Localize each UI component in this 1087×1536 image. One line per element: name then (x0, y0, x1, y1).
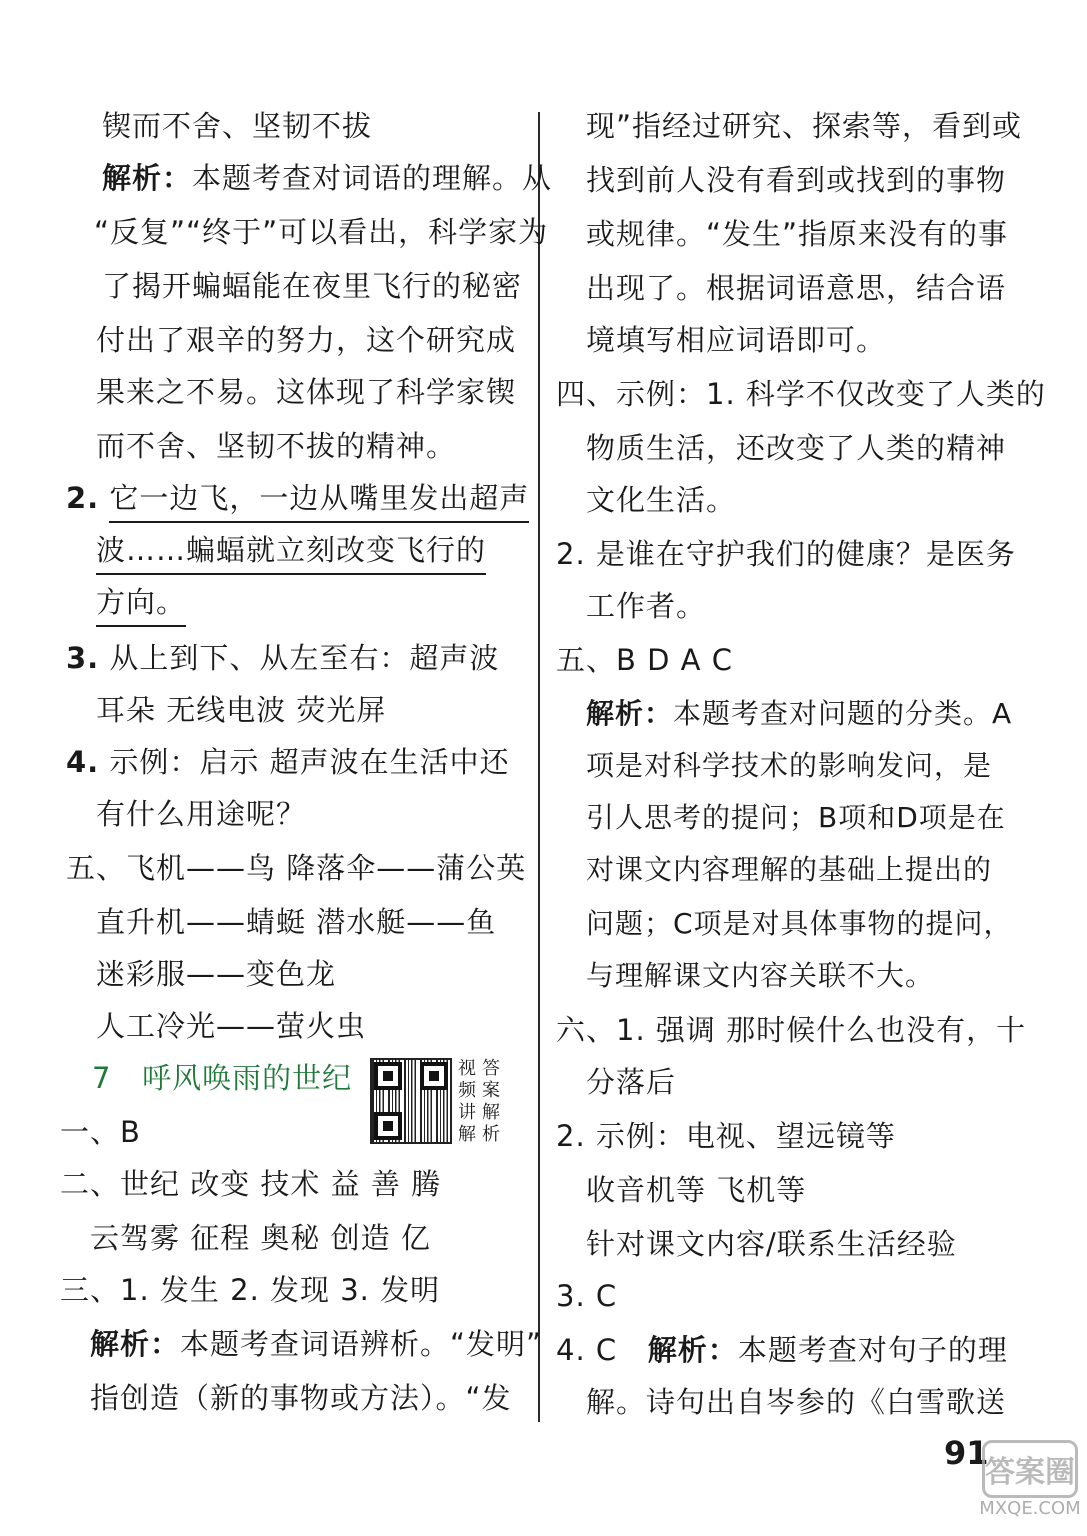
section-5-analysis-2: 项是对科学技术的影响发问，是 (586, 749, 993, 782)
analysis-label: 解析： (90, 1327, 181, 1361)
qr-finder (374, 1112, 402, 1140)
question-4-text: 示例：启示 超声波在生活中还 (109, 745, 510, 779)
section-5-line-2: 直升机——蜻蜓 潜水艇——鱼 (96, 905, 497, 939)
page-number: 91 (944, 1434, 989, 1472)
section-2-line-2: 云驾雾 征程 奥秘 创造 亿 (90, 1221, 431, 1255)
left-line-6: 果来之不易。这体现了科学家锲 (96, 375, 517, 409)
section-2-line-1: 二、世纪 改变 技术 益 善 腾 (60, 1167, 442, 1201)
section-4-line-2: 物质生活，还改变了人类的精神 (586, 431, 1007, 465)
section-6-line-1: 六、1. 强调 那时候什么也没有，十 (556, 1013, 1027, 1047)
question-4-line-2: 有什么用途呢？ (96, 797, 307, 831)
section-3-analysis (90, 1326, 542, 1362)
question-3-text: 从上到下、从左至右：超声波 (109, 641, 500, 675)
question-2 (66, 480, 529, 523)
question-2-line-2 (96, 532, 486, 575)
section-5-analysis (586, 696, 1012, 732)
section-5-analysis-5: 问题；C项是对具体事物的提问， (586, 907, 1013, 940)
lesson-title: 呼风唤雨的世纪 (142, 1061, 353, 1095)
section-6-q2: 2. 示例：电视、望远镜等 (556, 1119, 896, 1153)
analysis-text: 本题考查对词语的理解。从 (192, 161, 553, 195)
qr-finder (420, 1062, 448, 1090)
qr-finder (374, 1062, 402, 1090)
left-line-5: 付出了艰辛的努力，这个研究成 (96, 323, 517, 357)
section-6-q4 (556, 1332, 1008, 1368)
section-4-line-3: 文化生活。 (586, 483, 737, 517)
qr-label-video: 视频讲解 (458, 1058, 476, 1145)
analysis-label: 解析： (586, 697, 674, 730)
column-divider (538, 112, 540, 1422)
analysis-text: 本题考查对问题的分类。A (673, 697, 1013, 730)
section-3-items: 1. 发生 2. 发现 3. 发明 (120, 1273, 441, 1307)
section-6-q2-line-2: 收音机等 飞机等 (586, 1173, 807, 1207)
section-3 (60, 1272, 440, 1308)
question-number: 2. (66, 481, 100, 515)
analysis-text: 本题考查对句子的理 (737, 1333, 1008, 1367)
underlined-answer: 波……蝙蝠就立刻改变飞行的 (96, 532, 486, 575)
watermark (975, 1440, 1085, 1536)
analysis-label: 解析： (647, 1333, 738, 1367)
left-line-1: 锲而不舍、坚韧不拔 (102, 109, 373, 143)
qr-label-answer: 答案解析 (482, 1058, 500, 1145)
analysis-text: 本题考查词语辨析。“发明” (180, 1327, 543, 1361)
lesson-number: 7 (92, 1061, 112, 1095)
question-number: 4. (66, 745, 100, 779)
section-5-line-3: 迷彩服——变色龙 (96, 957, 337, 991)
underlined-answer: 它一边飞，一边从嘴里发出超声 (109, 480, 529, 523)
section-5-line-4: 人工冷光——萤火虫 (96, 1009, 367, 1043)
watermark-text: MXQE.COM (979, 1498, 1081, 1519)
left-line-7: 而不舍、坚韧不拔的精神。 (96, 429, 457, 463)
section-3-head: 三、 (60, 1273, 121, 1307)
section-5-analysis-4: 对课文内容理解的基础上提出的 (586, 853, 993, 886)
section-6-q4-answer: 4. C (556, 1333, 618, 1367)
right-line-4: 出现了。根据词语意思，结合语 (586, 271, 1007, 305)
section-5-line-1: 五、飞机——鸟 降落伞——蒲公英 (66, 851, 527, 885)
section-5-analysis-3: 引人思考的提问；B项和D项是在 (586, 801, 1006, 834)
section-4-q2-line-2: 工作者。 (586, 589, 707, 623)
watermark-logo: 答案圈 (982, 1440, 1078, 1498)
right-line-5: 境填写相应词语即可。 (586, 323, 887, 357)
section-6-q3: 3. C (556, 1279, 618, 1313)
right-line-1: 现”指经过研究、探索等，看到或 (586, 109, 1023, 143)
section-6-line-2: 分落后 (586, 1065, 677, 1099)
question-3 (66, 640, 499, 676)
section-3-analysis-2: 指创造（新的事物或方法）。“发 (90, 1381, 512, 1415)
question-2-line-3 (96, 584, 186, 627)
section-6-q2-line-3: 针对课文内容/联系生活经验 (586, 1227, 957, 1261)
section-5-answers: 五、B D A C (556, 643, 733, 677)
section-5-analysis-6: 与理解课文内容关联不大。 (586, 959, 935, 992)
section-4-q2: 2. 是谁在守护我们的健康？是医务 (556, 537, 1016, 571)
question-4 (66, 744, 510, 780)
right-line-2: 找到前人没有看到或找到的事物 (586, 163, 1007, 197)
left-line-3: “反复”“终于”可以看出，科学家为 (94, 215, 549, 249)
lesson-heading (92, 1060, 352, 1096)
qr-code[interactable] (370, 1058, 452, 1144)
left-line-4: 了揭开蝙蝠能在夜里飞行的秘密 (102, 269, 523, 303)
section-4-line-1: 四、示例：1. 科学不仅改变了人类的 (556, 377, 1046, 411)
section-1: 一、B (60, 1115, 141, 1149)
section-6-q4-line-2: 解。诗句出自岑参的《白雪歌送 (586, 1385, 1007, 1419)
analysis-label: 解析： (102, 161, 193, 195)
right-line-3: 或规律。“发生”指原来没有的事 (586, 217, 1009, 251)
underlined-answer: 方向。 (96, 584, 186, 627)
analysis-line (102, 160, 552, 196)
question-3-line-2: 耳朵 无线电波 荧光屏 (96, 693, 387, 727)
question-number: 3. (66, 641, 100, 675)
